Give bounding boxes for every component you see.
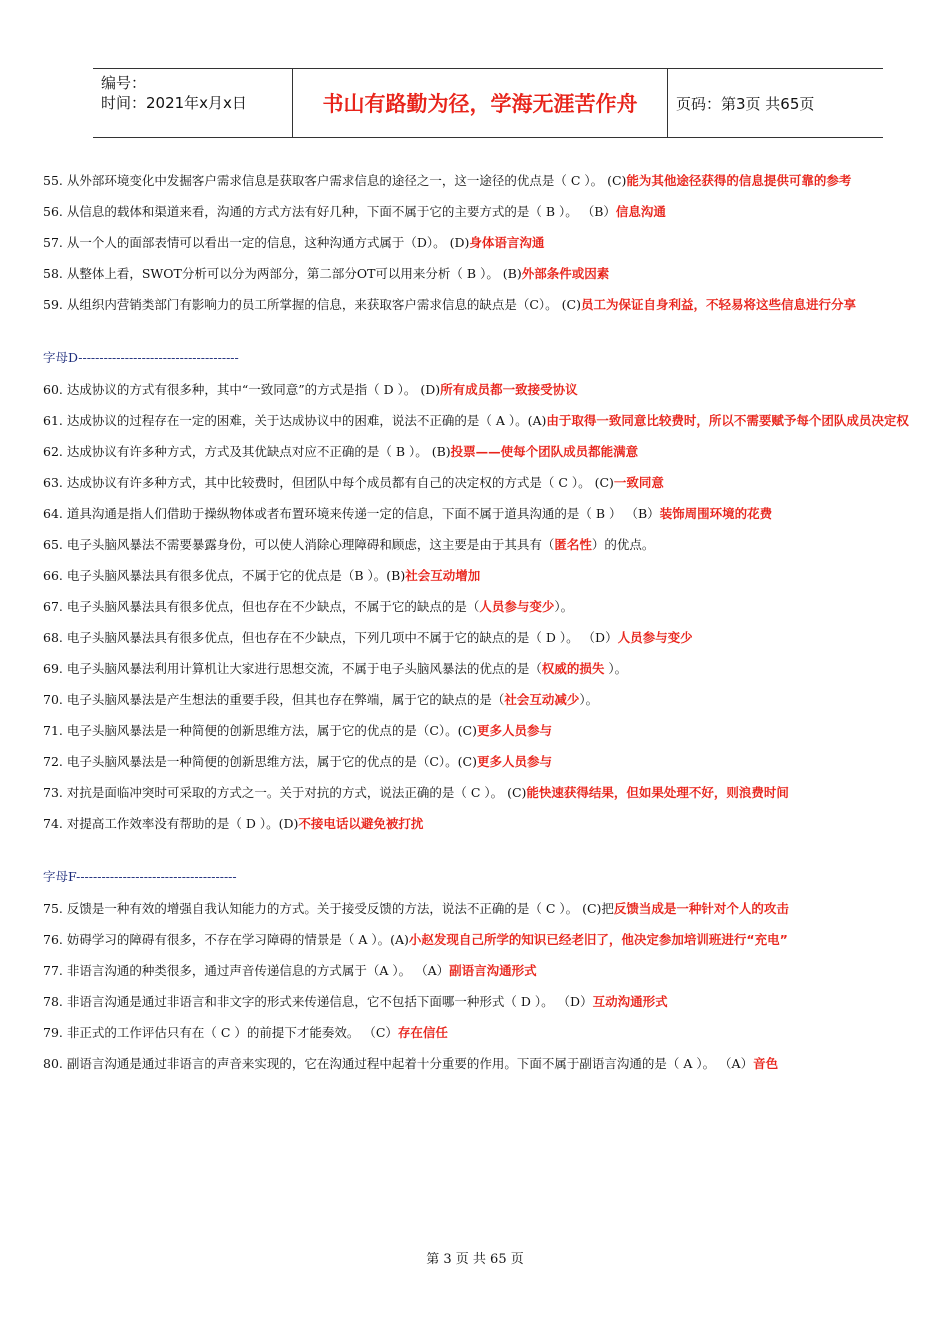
answer-text: 权威的损失	[541, 661, 605, 676]
question-item	[43, 439, 929, 464]
answer-text: 音色	[753, 1056, 779, 1071]
question-text: 80. 副语言沟通是通过非语言的声音来实现的，它在沟通过程中起着十分重要的作用。下面不属于副语言沟通的是（ A ）。 （A）	[43, 1056, 754, 1071]
answer-text: 匿名性	[554, 537, 592, 552]
question-text: 60. 达成协议的方式有很多种，其中“一致同意”的方式是指（ D ）。 (D)	[43, 382, 441, 397]
question-text: 61. 达成协议的过程存在一定的困难，关于达成协议中的困难，说法不正确的是（ A ）。(A)	[43, 413, 547, 428]
question-text: 70. 电子头脑风暴法是产生想法的重要手段，但其也存在弊端，属于它的缺点的是（	[43, 692, 505, 707]
answer-text: 反馈当成是一种针对个人的攻击	[613, 901, 789, 916]
question-text: 69. 电子头脑风暴法利用计算机让大家进行思想交流，不属于电子头脑风暴法的优点的是（	[43, 661, 542, 676]
section-heading: 字母D--------------------------------------	[43, 350, 239, 365]
question-text: 78. 非语言沟通是通过非语言和非文字的形式来传递信息，它不包括下面哪一种形式（ D ）。 （D）	[43, 994, 593, 1009]
answer-text: 更多人员参与	[477, 754, 553, 769]
question-tail: ）的优点。	[591, 537, 655, 552]
answer-text: 存在信任	[397, 1025, 448, 1040]
question-tail: ）。	[554, 599, 574, 614]
question-item	[43, 292, 929, 317]
question-text: 67. 电子头脑风暴法具有很多优点，但也存在不少缺点，不属于它的缺点的是（	[43, 599, 480, 614]
question-text: 79. 非正式的工作评估只有在（ C ）的前提下才能奏效。 （C）	[43, 1025, 398, 1040]
question-text: 77. 非语言沟通的种类很多，通过声音传递信息的方式属于（A ）。 （A）	[43, 963, 450, 978]
question-item	[43, 532, 929, 557]
page-footer: 第 3 页 共 65 页	[426, 1252, 524, 1267]
answer-text: 社会互动减少	[504, 692, 580, 707]
header-time: 时间：2021年x月x日	[101, 94, 247, 112]
question-text: 59. 从组织内营销类部门有影响力的员工所掌握的信息，来获取客户需求信息的缺点是（C）。 (C)	[43, 297, 581, 312]
answer-text: 社会互动增加	[405, 568, 481, 583]
question-item	[43, 261, 929, 286]
question-text: 73. 对抗是面临冲突时可采取的方式之一。关于对抗的方式，说法正确的是（ C ）。 (C)	[43, 785, 527, 800]
answer-text: 身体语言沟通	[469, 235, 545, 250]
question-item	[43, 896, 929, 921]
question-text: 58. 从整体上看，SWOT分析可以分为两部分，第二部分OT可以用来分析（ B ）。 (B)	[43, 266, 522, 281]
question-item	[43, 1051, 929, 1076]
answer-text: 人员参与变少	[479, 599, 555, 614]
section-heading: 字母F--------------------------------------	[43, 869, 237, 884]
question-item	[43, 687, 929, 712]
answer-text: 小赵发现自己所学的知识已经老旧了，他决定参加培训班进行“充电”	[408, 932, 788, 947]
question-text: 55. 从外部环境变化中发掘客户需求信息是获取客户需求信息的途径之一，这一途径的优点是（ C ）。 (C)	[43, 173, 627, 188]
question-item	[43, 377, 929, 402]
question-text: 56. 从信息的载体和渠道来看，沟通的方式方法有好几种，下面不属于它的主要方式的是（ B ）。 （B）	[43, 204, 616, 219]
question-item	[43, 168, 929, 193]
question-text: 62. 达成协议有许多种方式，方式及其优缺点对应不正确的是（ B ）。 (B)	[43, 444, 451, 459]
question-text: 65. 电子头脑风暴法不需要暴露身份，可以使人消除心理障碍和顾虑，这主要是由于其具有（	[43, 537, 555, 552]
answer-text: 互动沟通形式	[592, 994, 668, 1009]
question-tail: ）。	[604, 661, 628, 676]
question-item	[43, 811, 929, 836]
answer-text: 不接电话以避免被打扰	[298, 816, 424, 831]
header-motto: 书山有路勤为径，学海无涯苦作舟	[293, 69, 668, 137]
question-text: 75. 反馈是一种有效的增强自我认知能力的方式。关于接受反馈的方法，说法不正确的是（ C ）。 (C)把	[43, 901, 614, 916]
question-text: 63. 达成协议有许多种方式，其中比较费时，但团队中每个成员都有自己的决定权的方式是（ C ）。 (C)	[43, 475, 614, 490]
question-item	[43, 625, 929, 650]
question-item	[43, 780, 929, 805]
question-item	[43, 989, 929, 1014]
answer-text: 投票——使每个团队成员都能满意	[450, 444, 639, 459]
answer-text: 能为其他途径获得的信息提供可靠的参考	[626, 173, 852, 188]
answer-text: 人员参与变少	[617, 630, 693, 645]
answer-text: 能快速获得结果，但如果处理不好，则浪费时间	[526, 785, 789, 800]
question-text: 72. 电子头脑风暴法是一种简便的创新思维方法，属于它的优点的是（C）。(C)	[43, 754, 477, 769]
answer-text: 信息沟通	[615, 204, 666, 219]
answer-text: 外部条件或因素	[521, 266, 610, 281]
question-item	[43, 656, 929, 681]
question-item	[43, 408, 929, 433]
question-text: 68. 电子头脑风暴法具有很多优点，但也存在不少缺点，下列几项中不属于它的缺点的是（ D ）。 （D）	[43, 630, 618, 645]
answer-text: 员工为保证自身利益，不轻易将这些信息进行分享	[580, 297, 856, 312]
header-page-number: 页码：第3页 共65页	[676, 94, 815, 113]
question-item	[43, 470, 929, 495]
answer-text: 副语言沟通形式	[449, 963, 537, 978]
answer-text: 由于取得一致同意比较费时，所以不需要赋予每个团队成员决定权	[546, 413, 909, 428]
question-text: 66. 电子头脑风暴法具有很多优点，不属于它的优点是（B ）。(B)	[43, 568, 406, 583]
question-item	[43, 1020, 929, 1045]
answer-text: 装饰周围环境的花费	[659, 506, 773, 521]
answer-text: 一致同意	[613, 475, 664, 490]
question-text: 57. 从一个人的面部表情可以看出一定的信息，这种沟通方式属于（D）。 (D)	[43, 235, 470, 250]
question-item	[43, 594, 929, 619]
header-meta	[93, 69, 293, 137]
page-header	[93, 68, 883, 138]
question-text: 64. 道具沟通是指人们借助于操纵物体或者布置环境来传递一定的信息，下面不属于道具沟通的是（ B ） （B）	[43, 506, 660, 521]
question-text: 76. 妨碍学习的障碍有很多，不存在学习障碍的情景是（ A ）。(A)	[43, 932, 409, 947]
question-tail: ）。	[579, 692, 599, 707]
question-item	[43, 749, 929, 774]
question-text: 71. 电子头脑风暴法是一种简便的创新思维方法，属于它的优点的是（C）。(C)	[43, 723, 477, 738]
question-item	[43, 199, 929, 224]
header-number: 编号：	[101, 74, 147, 92]
answer-text: 所有成员都一致接受协议	[440, 382, 578, 397]
question-text: 74. 对提高工作效率没有帮助的是（ D ）。(D)	[43, 816, 299, 831]
question-item	[43, 230, 929, 255]
question-list	[43, 168, 929, 1082]
answer-text: 更多人员参与	[477, 723, 553, 738]
question-item	[43, 563, 929, 588]
question-item	[43, 501, 929, 526]
question-item	[43, 958, 929, 983]
question-item	[43, 927, 929, 952]
question-item	[43, 718, 929, 743]
